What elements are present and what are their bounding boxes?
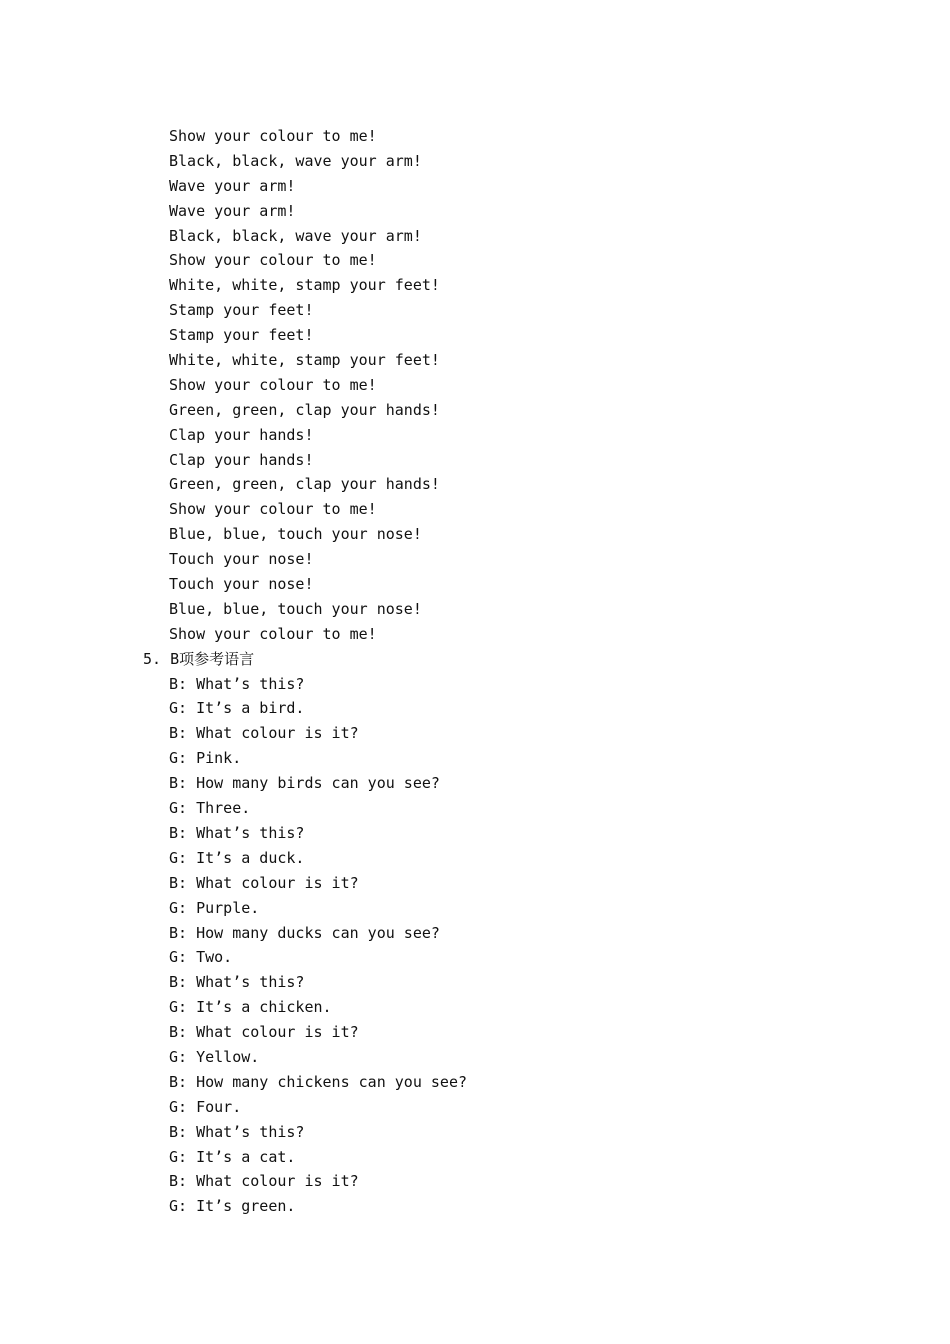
document-content — [0, 124, 950, 1219]
song-line: Blue, blue, touch your nose! — [169, 599, 422, 618]
dialogue-line: B: What’s this? — [169, 823, 305, 842]
song-line: Green, green, clap your hands! — [169, 475, 440, 494]
dialogue-line: G: It’s a chicken. — [169, 998, 332, 1017]
song-line: White, white, stamp your feet! — [169, 351, 440, 370]
dialogue-line: B: What colour is it? — [169, 1023, 359, 1042]
dialogue-line: G: Four. — [169, 1097, 242, 1116]
song-line: Black, black, wave your arm! — [169, 151, 422, 170]
song-line: Clap your hands! — [169, 450, 314, 469]
dialogue-line: B: What colour is it? — [169, 724, 359, 743]
song-line: Show your colour to me! — [169, 127, 377, 145]
song-line: Stamp your feet! — [169, 326, 314, 345]
section-heading: 5. B项参考语言 — [143, 649, 255, 668]
dialogue-line: B: How many chickens can you see? — [169, 1072, 468, 1091]
song-line: White, white, stamp your feet! — [169, 276, 440, 295]
song-line: Stamp your feet! — [169, 301, 314, 320]
song-line: Green, green, clap your hands! — [169, 400, 440, 419]
dialogue — [0, 672, 950, 1220]
dialogue-line: B: How many birds can you see? — [169, 774, 440, 793]
dialogue-line: B: What colour is it? — [169, 873, 359, 892]
dialogue-line: G: It’s a duck. — [169, 848, 305, 867]
song-line: Wave your arm! — [169, 176, 296, 195]
dialogue-line: G: Three. — [169, 799, 251, 818]
dialogue-line: G: It’s green. — [169, 1197, 296, 1216]
dialogue-line: B: How many ducks can you see? — [169, 923, 440, 942]
dialogue-line: G: Two. — [169, 948, 233, 967]
dialogue-line: G: It’s a cat. — [169, 1147, 296, 1166]
dialogue-line: G: It’s a bird. — [169, 699, 305, 718]
song-line: Touch your nose! — [169, 550, 314, 569]
dialogue-line: G: Yellow. — [169, 1047, 260, 1066]
song-line: Clap your hands! — [169, 425, 314, 444]
song-lyrics — [0, 124, 950, 647]
song-line: Show your colour to me! — [169, 251, 377, 270]
song-line: Show your colour to me! — [169, 500, 377, 519]
song-line: Touch your nose! — [169, 575, 314, 594]
dialogue-line: G: Pink. — [169, 749, 242, 768]
dialogue-line: B: What’s this? — [169, 973, 305, 992]
dialogue-line: B: What’s this? — [169, 674, 305, 693]
song-line: Wave your arm! — [169, 201, 296, 220]
dialogue-line: B: What’s this? — [169, 1122, 305, 1141]
song-line: Show your colour to me! — [169, 375, 377, 394]
song-line: Show your colour to me! — [169, 624, 377, 643]
song-line: Black, black, wave your arm! — [169, 226, 422, 245]
song-line: Blue, blue, touch your nose! — [169, 525, 422, 544]
dialogue-line: B: What colour is it? — [169, 1172, 359, 1191]
dialogue-line: G: Purple. — [169, 898, 260, 917]
